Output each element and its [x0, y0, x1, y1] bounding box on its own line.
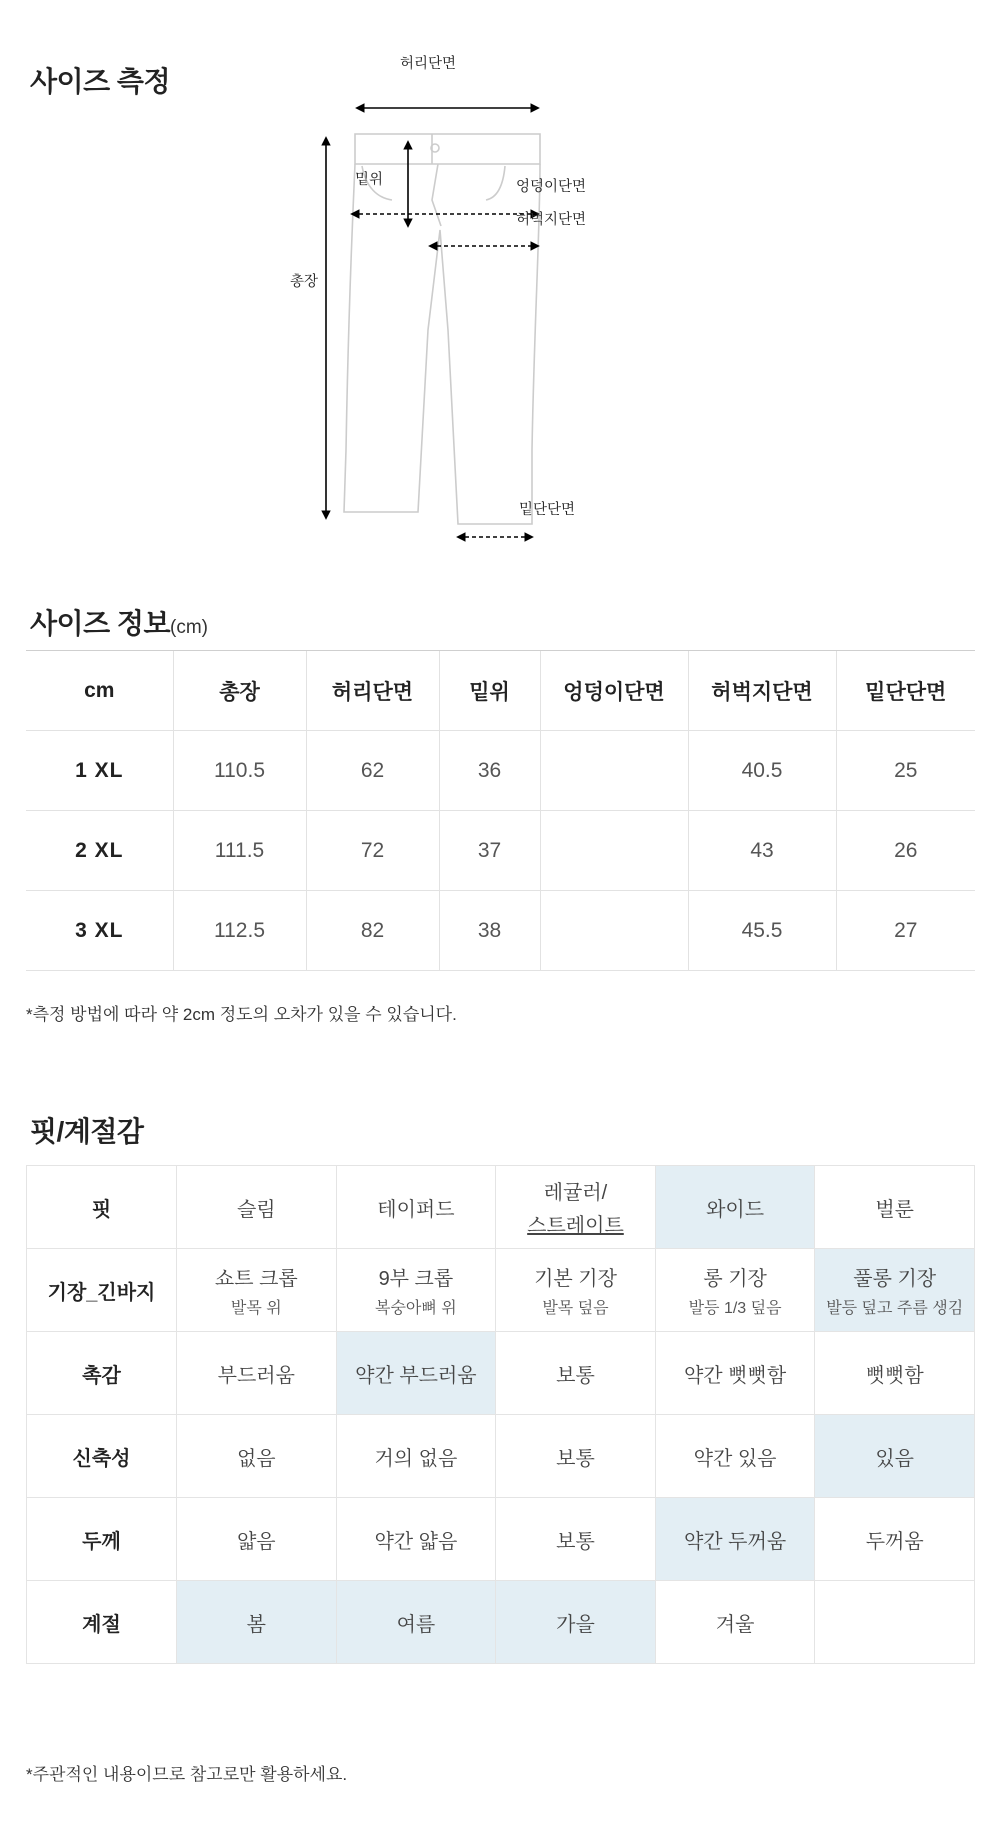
fit-cell-0-1	[336, 1166, 496, 1249]
fit-cell-text: 없음	[236, 1447, 276, 1470]
size-table-cell-0-4: 40.5	[688, 731, 836, 811]
size-table-cell-2-4: 45.5	[688, 891, 836, 971]
size-table-header-3: 밑위	[439, 651, 540, 731]
fit-cell-text: 레귤러/	[543, 1182, 608, 1204]
fit-cell-subtext: 발목 위	[230, 1300, 282, 1317]
fit-cell-4-2	[496, 1498, 656, 1581]
size-table-cell-0-1: 62	[306, 731, 439, 811]
size-table-cell-0-5: 25	[836, 731, 975, 811]
fit-cell-2-3	[655, 1332, 815, 1415]
size-info-title-text: 사이즈 정보	[30, 608, 171, 639]
diagram-label-rise: 밑위	[355, 172, 384, 188]
fit-cell-text: 두꺼움	[865, 1530, 924, 1553]
pants-measurement-diagram	[290, 30, 720, 570]
measurement-note: *측정 방법에 따라 약 2cm 정도의 오차가 있을 수 있습니다.	[26, 1005, 457, 1024]
fit-cell-4-0	[177, 1498, 337, 1581]
fit-cell-text: 거의 없음	[374, 1447, 458, 1470]
fit-cell-2-4	[815, 1332, 975, 1415]
page-title-fit: 핏/계절감	[30, 1116, 144, 1147]
fit-cell-text: 보통	[556, 1530, 595, 1553]
fit-row-label-2: 촉감	[27, 1332, 177, 1415]
fit-cell-text: 보통	[556, 1447, 595, 1470]
fit-cell-5-4	[815, 1581, 975, 1664]
fit-cell-text: 롱 기장	[703, 1268, 767, 1290]
table-row	[27, 1415, 975, 1498]
fit-cell-text: 풀롱 기장	[853, 1268, 937, 1290]
fit-cell-5-0	[177, 1581, 337, 1664]
fit-cell-text: 9부 크롭	[378, 1268, 454, 1290]
fit-cell-2-1	[336, 1332, 496, 1415]
size-info-table	[26, 650, 975, 971]
size-table-row-label-0: 1 XL	[26, 731, 173, 811]
fit-cell-4-4	[815, 1498, 975, 1581]
fit-cell-3-3	[655, 1415, 815, 1498]
fit-row-label-3: 신축성	[27, 1415, 177, 1498]
fit-row-label-1: 기장_긴바지	[27, 1249, 177, 1332]
table-row	[26, 731, 975, 811]
size-table-header-6: 밑단단면	[836, 651, 975, 731]
fit-cell-text: 약간 부드러움	[355, 1364, 477, 1387]
fit-row-label-5: 계절	[27, 1581, 177, 1664]
size-table-cell-1-4: 43	[688, 811, 836, 891]
fit-cell-3-2	[496, 1415, 656, 1498]
fit-cell-text: 쇼트 크롭	[214, 1268, 298, 1290]
table-row	[26, 891, 975, 971]
fit-cell-4-3	[655, 1498, 815, 1581]
size-info-unit: (cm)	[170, 617, 209, 638]
fit-cell-text: 슬림	[236, 1198, 276, 1221]
size-table-header-5: 허벅지단면	[688, 651, 836, 731]
size-table-cell-0-2: 36	[439, 731, 540, 811]
size-table-cell-2-1: 82	[306, 891, 439, 971]
size-table-header-row	[26, 651, 975, 731]
fit-note: *주관적인 내용이므로 참고로만 활용하세요.	[26, 1765, 348, 1784]
fit-row-label-4: 두께	[27, 1498, 177, 1581]
fit-cell-text: 봄	[246, 1613, 266, 1636]
fit-cell-1-3	[655, 1249, 815, 1332]
fit-cell-text: 약간 뻣뻣함	[683, 1364, 787, 1387]
size-table-header-2: 허리단면	[306, 651, 439, 731]
fit-cell-text: 기본 기장	[534, 1268, 617, 1290]
fit-cell-2-2	[496, 1332, 656, 1415]
fit-cell-text: 테이퍼드	[377, 1198, 455, 1221]
fit-cell-3-0	[177, 1415, 337, 1498]
fit-cell-text: 겨울	[715, 1613, 755, 1636]
fit-cell-3-1	[336, 1415, 496, 1498]
fit-cell-3-4	[815, 1415, 975, 1498]
page-title-size-measure: 사이즈 측정	[30, 66, 171, 97]
table-row	[26, 811, 975, 891]
fit-cell-5-3	[655, 1581, 815, 1664]
size-table-cell-1-2: 37	[439, 811, 540, 891]
size-table-cell-2-5: 27	[836, 891, 975, 971]
size-table-cell-1-1: 72	[306, 811, 439, 891]
size-table-header-4: 엉덩이단면	[540, 651, 688, 731]
fit-cell-text: 벌룬	[875, 1198, 914, 1221]
fit-cell-text: 약간 두꺼움	[683, 1530, 787, 1553]
fit-cell-1-2	[496, 1249, 656, 1332]
size-table-cell-1-3	[540, 811, 688, 891]
table-row	[27, 1498, 975, 1581]
pants-diagram-svg	[300, 30, 720, 570]
size-table-cell-1-5: 26	[836, 811, 975, 891]
size-table-row-label-2: 3 XL	[26, 891, 173, 971]
fit-cell-text: 뻣뻣함	[865, 1364, 924, 1387]
table-row	[27, 1249, 975, 1332]
fit-cell-5-1	[336, 1581, 496, 1664]
diagram-label-waist: 허리단면	[400, 56, 457, 72]
table-row	[27, 1166, 975, 1249]
fit-cell-text: 여름	[396, 1613, 436, 1636]
fit-cell-text: 있음	[875, 1447, 914, 1470]
size-table-cell-2-0: 112.5	[173, 891, 306, 971]
fit-season-table	[26, 1165, 975, 1664]
size-table-cell-2-3	[540, 891, 688, 971]
diagram-label-thigh: 허벅지단면	[516, 212, 587, 228]
fit-cell-0-4	[815, 1166, 975, 1249]
size-table-header-1: 총장	[173, 651, 306, 731]
fit-cell-subtext: 스트레이트	[527, 1215, 624, 1237]
fit-cell-5-2	[496, 1581, 656, 1664]
size-table-cell-0-0: 110.5	[173, 731, 306, 811]
size-table-cell-1-0: 111.5	[173, 811, 306, 891]
fit-cell-1-1	[336, 1249, 496, 1332]
fit-cell-1-4	[815, 1249, 975, 1332]
diagram-label-total-length: 총장	[290, 274, 319, 290]
fit-cell-1-0	[177, 1249, 337, 1332]
size-table-cell-0-3	[540, 731, 688, 811]
fit-cell-4-1	[336, 1498, 496, 1581]
fit-cell-0-3	[655, 1166, 815, 1249]
fit-cell-text: 약간 얇음	[374, 1530, 458, 1553]
diagram-label-hem: 밑단단면	[519, 502, 576, 518]
diagram-label-hip: 엉덩이단면	[516, 179, 587, 195]
fit-row-label-0: 핏	[27, 1166, 177, 1249]
fit-cell-subtext: 발등 덮고 주름 생김	[826, 1300, 964, 1317]
fit-cell-subtext: 복숭아뼈 위	[375, 1300, 457, 1317]
fit-cell-subtext: 발목 덮음	[542, 1300, 609, 1317]
fit-cell-text: 와이드	[706, 1198, 765, 1221]
fit-cell-text: 약간 있음	[693, 1447, 777, 1470]
fit-cell-0-0	[177, 1166, 337, 1249]
fit-cell-text: 가을	[556, 1613, 595, 1636]
fit-cell-text: 보통	[556, 1364, 595, 1387]
table-row	[27, 1332, 975, 1415]
fit-cell-2-0	[177, 1332, 337, 1415]
size-table-header-0: cm	[26, 651, 173, 731]
size-table-row-label-1: 2 XL	[26, 811, 173, 891]
table-row	[27, 1581, 975, 1664]
size-table-cell-2-2: 38	[439, 891, 540, 971]
page-title-size-info	[30, 602, 208, 642]
fit-cell-text: 부드러움	[217, 1364, 295, 1387]
fit-cell-subtext: 발등 1/3 덮음	[688, 1300, 782, 1317]
fit-cell-0-2	[496, 1166, 656, 1249]
fit-cell-text: 얇음	[236, 1530, 276, 1553]
